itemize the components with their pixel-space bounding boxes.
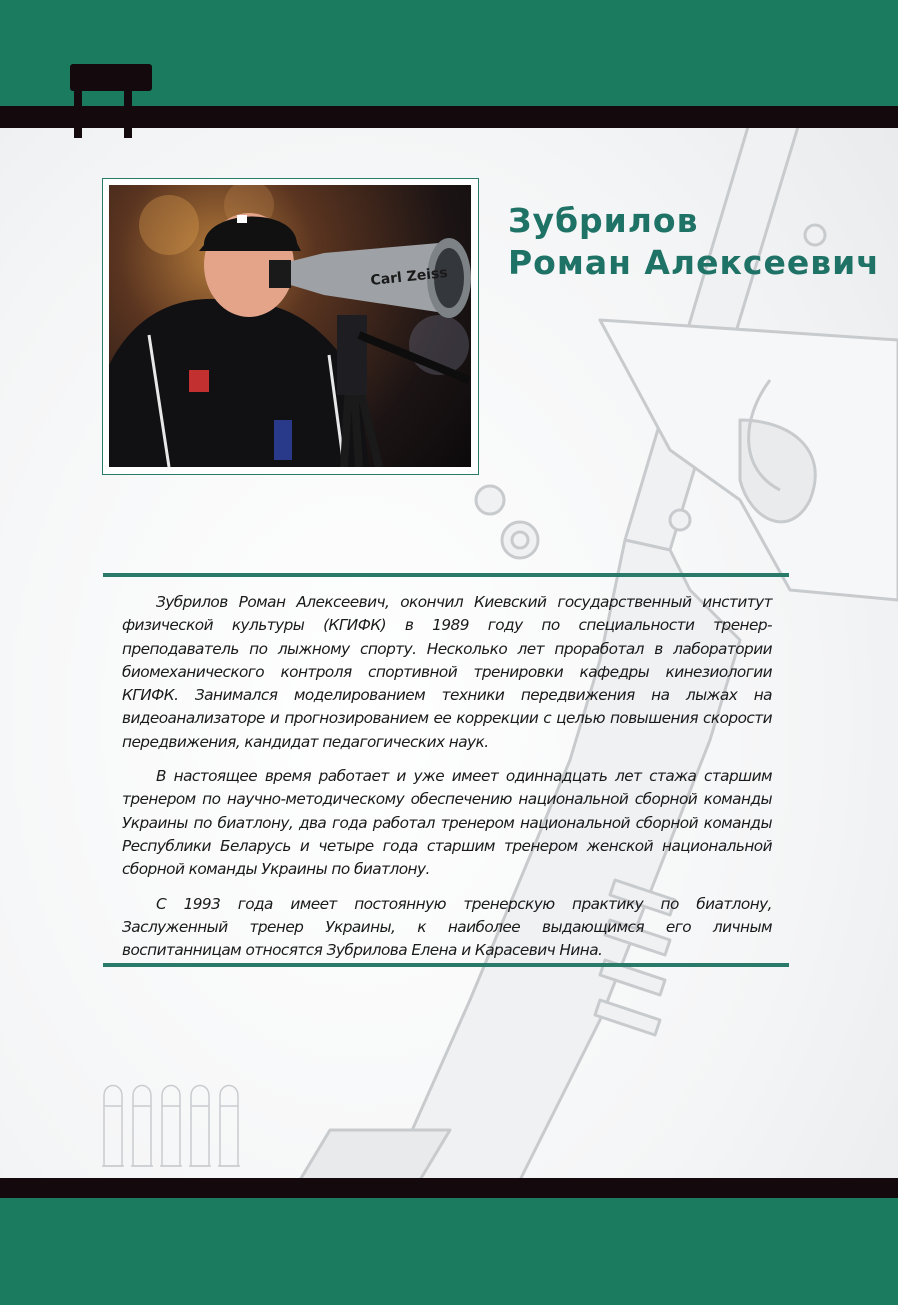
portrait-photo <box>109 185 471 467</box>
cartridge-icons <box>100 1076 245 1170</box>
cartridge-icon <box>189 1086 211 1167</box>
cartridge-icon <box>218 1086 240 1167</box>
shooting-range-icon <box>70 64 152 91</box>
shooting-range-icon-stand <box>74 90 132 138</box>
biography-text <box>122 591 772 973</box>
portrait-frame <box>102 178 479 475</box>
cartridge-icon <box>102 1086 124 1167</box>
header-stripe <box>0 106 898 128</box>
person-name <box>508 200 878 284</box>
footer-band <box>0 1198 898 1305</box>
bio-paragraph: Зубрилов Роман Алексеевич, окончил Киевский государственный институт физической культуры (КГИФК) в 1989 году по специальности тренер-преподаватель по лыжному спорту. Несколько лет проработал в лаборатории биомеханического контроля спортивной тренировки кафедры кинезиологии КГИФК. Занимался моделированием техники передвижения на лыжах на видеоанализаторе и прогнозированием ее коррекции с целью повышения скорости передвижения, кандидат педагогических наук. <box>122 593 772 751</box>
person-given-names: Роман Алексеевич <box>508 243 880 282</box>
bio-paragraph: С 1993 года имеет постоянную тренерскую практику по биатлону, Заслуженный тренер Украины, к наиболее выдающимся его личным воспитанницам относятся Зубрилова Елена и Карасевич Нина. <box>122 894 772 960</box>
bio-top-rule <box>103 573 789 577</box>
scope-brand-label: Carl Zeiss <box>369 264 449 289</box>
bio-paragraph: В настоящее время работает и уже имеет одиннадцать лет стажа старшим тренером по научно-методическому обеспечению национальной сборной команды Украины по биатлону, два года работал тренером национальной сборной команды Республики Беларусь и четыре года старшим тренером женской национальной сборной команды Украины по биатлону. <box>122 767 772 879</box>
bio-bottom-rule <box>103 963 789 967</box>
cartridge-icon <box>131 1086 153 1167</box>
person-surname: Зубрилов <box>508 201 699 240</box>
footer-stripe <box>0 1178 898 1198</box>
cartridge-icon <box>160 1086 182 1167</box>
coach-with-scope-image <box>109 185 471 467</box>
